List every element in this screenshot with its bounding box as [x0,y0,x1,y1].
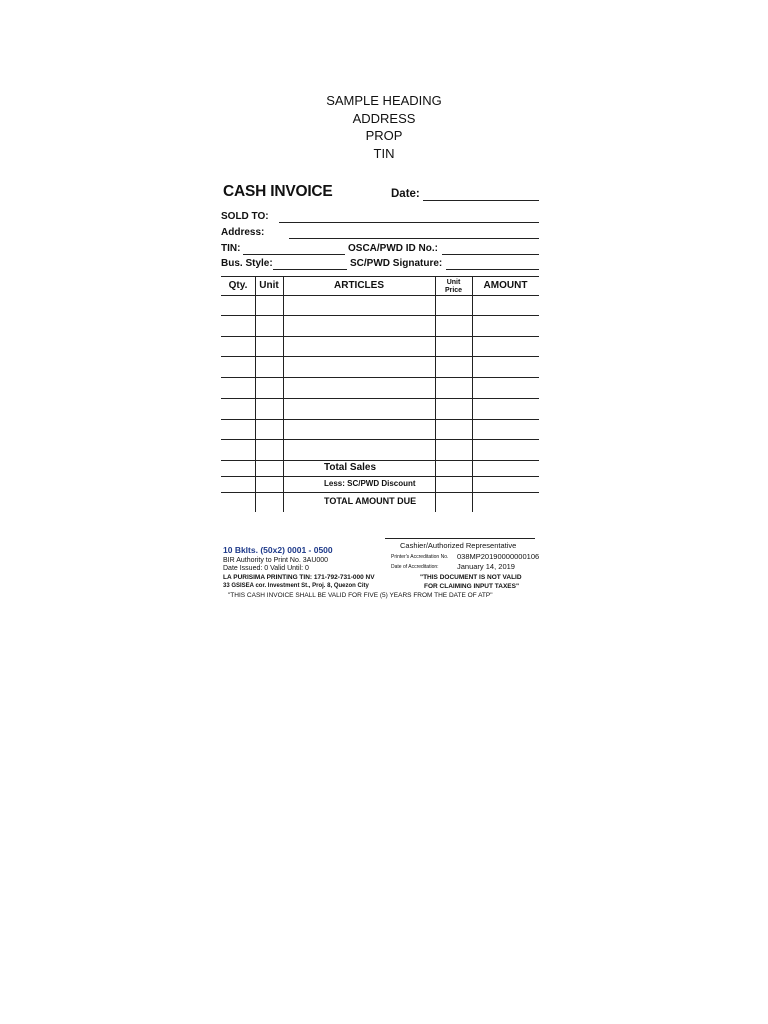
table-row [221,356,539,357]
accreditation-date-label: Date of Accreditation: [391,564,439,570]
header-unit-price [435,279,472,294]
heading-line-3: PROP [365,128,403,143]
table-row [221,315,539,316]
accreditation-date: January 14, 2019 [457,562,515,571]
table-row [221,377,539,378]
total-sales-label: Total Sales [324,462,377,473]
tin-field[interactable] [243,254,345,255]
validity-notice: "THIS CASH INVOICE SHALL BE VALID FOR FIVE (5) YEARS FROM THE DATE OF ATP" [228,592,493,599]
heading-line-2: ADDRESS [352,110,416,126]
table-row [221,295,539,296]
table-row [221,476,539,477]
heading-line-1: SAMPLE HEADING [326,93,442,108]
header-unit: Unit [259,280,279,291]
date-label: Date: [391,188,420,200]
document-heading [0,92,768,162]
printer-name: LA PURISIMA PRINTING TIN: 171-792-731-000 NV [223,574,375,581]
osca-label: OSCA/PWD ID No.: [348,243,438,254]
tin-row [221,243,539,258]
table-row [221,492,539,493]
sold-to-row [221,211,539,226]
sc-pwd-signature-label: SC/PWD Signature: [350,258,443,269]
header-unit-price-line2: Price [444,286,463,294]
date-field[interactable] [423,200,539,201]
total-amount-due-label: TOTAL AMOUNT DUE [324,496,417,506]
table-row [221,336,539,337]
address-field[interactable] [289,238,539,239]
address-row [221,227,539,242]
bir-authority: BIR Authority to Print No. 3AU000 [223,557,329,564]
header-unit-price-line1: Unit [446,279,461,286]
bus-style-row [221,258,539,273]
sold-to-field[interactable] [279,222,539,223]
header-amount: AMOUNT [483,280,528,291]
printer-address: 33 GSISEA cor. Investment St., Proj. 8, Quezon City [223,583,369,589]
sc-pwd-signature-field[interactable] [446,269,539,270]
address-label: Address: [221,227,265,238]
heading-line-4: TIN [373,145,395,161]
table-row [221,398,539,399]
cashier-signature-line[interactable] [385,538,535,539]
header-articles: ARTICLES [334,280,384,291]
invoice-title: CASH INVOICE [223,183,333,200]
osca-field[interactable] [442,254,539,255]
sold-to-label: SOLD TO: [221,211,269,222]
tin-label: TIN: [221,243,241,254]
table-row [221,460,539,461]
table-top-border [221,276,539,277]
not-valid-line-2: FOR CLAIMING INPUT TAXES" [424,583,520,590]
table-row [221,439,539,440]
less-discount-label: Less: SC/PWD Discount [324,479,416,488]
bus-style-label: Bus. Style: [221,258,273,269]
cashier-label: Cashier/Authorized Representative [400,541,517,550]
bus-style-field[interactable] [273,269,347,270]
booklets-info: 10 Bklts. (50x2) 0001 - 0500 [223,545,333,555]
table-row [221,419,539,420]
not-valid-line-1: "THIS DOCUMENT IS NOT VALID [420,574,522,581]
accreditation-number: 038MP20190000000106 [457,552,540,561]
header-qty: Qty. [228,280,248,291]
date-issued: Date Issued: 0 Valid Until: 0 [223,565,309,572]
accreditation-label: Printer's Accreditation No. [391,554,449,560]
